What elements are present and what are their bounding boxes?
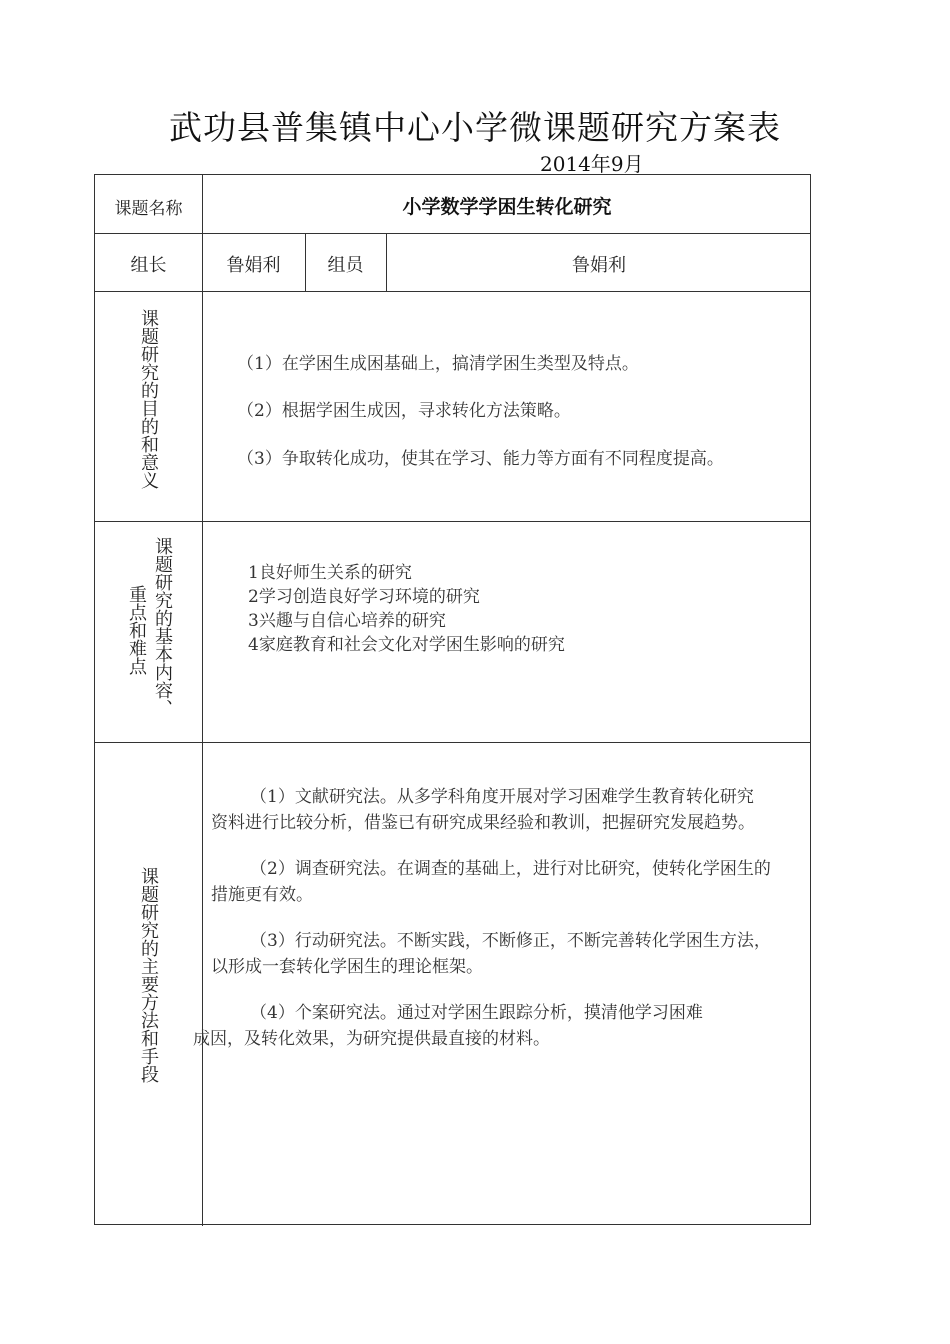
- purpose-item: （2）根据学困生成因，寻求转化方法策略。: [237, 401, 571, 421]
- content-item: 4家庭教育和社会文化对学困生影响的研究: [248, 635, 565, 655]
- method-line: （4）个案研究法。通过对学困生跟踪分析，摸清他学习困难: [250, 1003, 703, 1023]
- content-item: 1良好师生关系的研究: [248, 563, 412, 583]
- method-line: 以形成一套转化学困生的理论框架。: [211, 957, 483, 977]
- method-line: （3）行动研究法。不断实践，不断修正，不断完善转化学困生方法，: [250, 931, 771, 951]
- methods-label: 课题研究的主要方法和手段: [138, 867, 159, 1083]
- method-line: （2）调查研究法。在调查的基础上，进行对比研究，使转化学困生的: [250, 859, 771, 879]
- purpose-label: 课题研究的目的和意义: [138, 309, 159, 489]
- method-line: 资料进行比较分析，借鉴已有研究成果经验和教训，把握研究发展趋势。: [211, 813, 755, 833]
- purpose-item: （1）在学困生成困基础上，搞清学困生类型及特点。: [237, 354, 639, 374]
- plan-table: [94, 174, 811, 1225]
- method-line: 措施更有效。: [211, 885, 313, 905]
- content-label-line2: 重点和难点: [126, 585, 147, 675]
- document-date: 2014年9月: [540, 152, 644, 176]
- members-value: 鲁娟利: [572, 255, 626, 276]
- content-label-line1: 课题研究的基本内容、: [152, 537, 173, 717]
- purpose-item: （3）争取转化成功，使其在学习、能力等方面有不同程度提高。: [237, 449, 724, 469]
- topic-label: 课题名称: [114, 199, 183, 219]
- members-label: 组员: [327, 255, 364, 276]
- leader-value: 鲁娟利: [226, 255, 281, 276]
- method-line: 成因，及转化效果，为研究提供最直接的材料。: [193, 1029, 550, 1049]
- leader-label: 组长: [130, 255, 167, 276]
- label-column-divider: [202, 175, 203, 1226]
- content-item: 3兴趣与自信心培养的研究: [248, 611, 446, 631]
- content-item: 2学习创造良好学习环境的研究: [248, 587, 480, 607]
- document-title: 武功县普集镇中心小学微课题研究方案表: [169, 108, 781, 147]
- topic-value: 小学数学学困生转化研究: [402, 196, 612, 218]
- method-line: （1）文献研究法。从多学科角度开展对学习困难学生教育转化研究: [250, 787, 754, 807]
